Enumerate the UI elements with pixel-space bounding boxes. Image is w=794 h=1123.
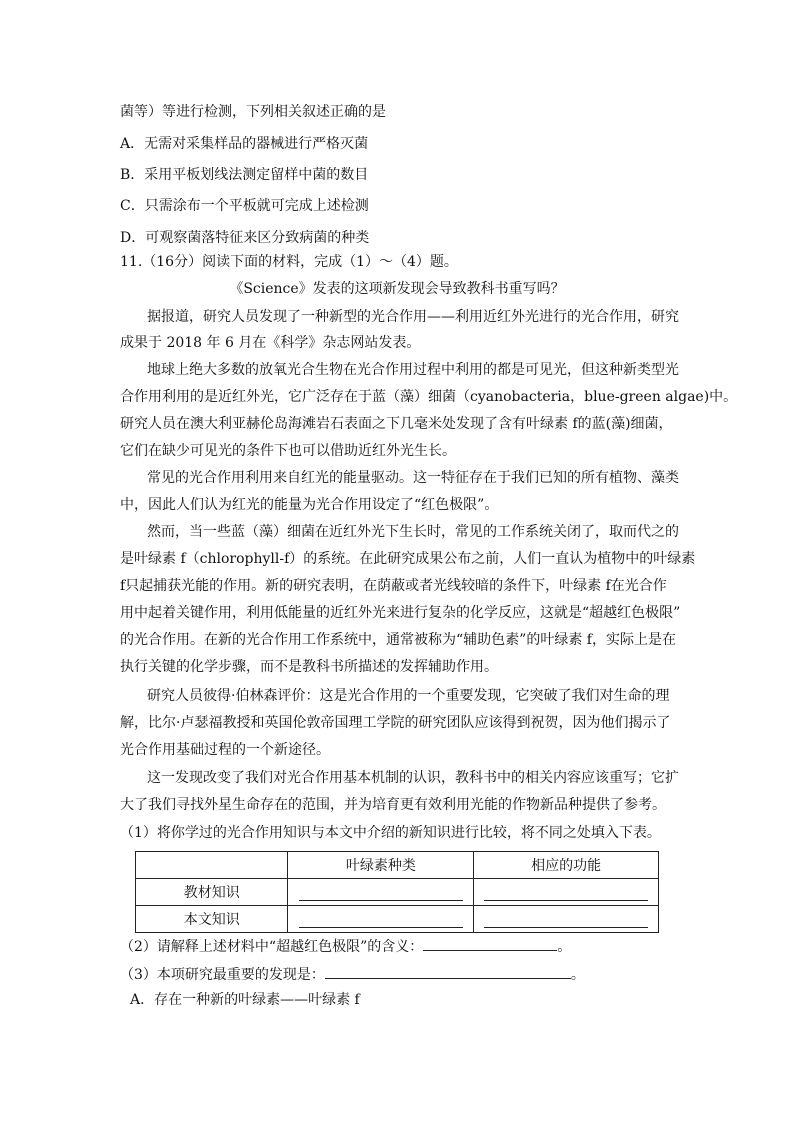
sub-question-2-end: 。: [557, 939, 572, 955]
sub-question-3-end: 。: [570, 967, 585, 983]
article-line: 是叶绿素 f（chlorophyll-f）的系统。在此研究成果公布之前，人们一直认为植物中的叶绿素: [120, 551, 696, 567]
sub-question-2: [120, 935, 571, 957]
article-line: 研究人员彼得·伯林森评价：这是光合作用的一个重要发现，它突破了我们对生命的理: [147, 688, 670, 704]
answer-blank[interactable]: [484, 911, 648, 928]
article-line: 常见的光合作用利用来自红光的能量驱动。这一特征存在于我们已知的所有植物、藻类: [147, 470, 679, 486]
article-line: 合作用利用的是近红外光，它广泛存在于蓝（藻）细菌（cyanobacteria，blue-green algae)中。: [120, 389, 738, 405]
answer-blank[interactable]: [325, 963, 571, 979]
article-line: 它们在缺少可见光的条件下也可以借助近红外光生长。: [120, 443, 456, 459]
q10-stem-tail: 菌等）等进行检测，下列相关叙述正确的是: [120, 104, 386, 120]
article-line: 的光合作用。在新的光合作用工作系统中，通常被称为“辅助色素”的叶绿素 f，实际上是在: [120, 632, 676, 648]
table-row: [136, 879, 659, 906]
answer-blank[interactable]: [484, 884, 648, 901]
sub-question-3: [120, 963, 585, 985]
row-label: 教材知识: [136, 879, 288, 906]
article-line: f只起捕获光能的作用。新的研究表明，在荫蔽或者光线较暗的条件下，叶绿素 f在光合作: [120, 578, 667, 594]
article-line: 然而，当一些蓝（藻）细菌在近红外光下生长时，常见的工作系统关闭了，取而代之的: [147, 524, 679, 540]
table-header-cell: [136, 852, 288, 879]
article-line: 研究人员在澳大利亚赫伦岛海滩岩石表面之下几毫米处发现了含有叶绿素 f的蓝(藻)细菌，: [120, 416, 673, 432]
table-header-row: [136, 852, 659, 879]
q10-option-d: D．可观察菌落特征来区分致病菌的种类: [120, 230, 370, 246]
answer-blank[interactable]: [299, 884, 463, 901]
sub-question-2-prompt: （2）请解释上述材料中“超越红色极限”的含义：: [120, 939, 424, 955]
article-line: 地球上绝大多数的放氧光合生物在光合作用过程中利用的都是可见光，但这种新类型光: [147, 362, 679, 378]
table-header-cell: 相应的功能: [474, 852, 659, 879]
answer-blank[interactable]: [423, 935, 557, 951]
q10-option-a: A．无需对采集样品的器械进行严格灭菌: [120, 136, 369, 152]
answer-cell[interactable]: [288, 906, 474, 933]
sub-question-1: （1）将你学过的光合作用知识与本文中介绍的新知识进行比较，将不同之处填入下表。: [120, 825, 661, 841]
article-line: 用中起着关键作用，利用低能量的近红外光来进行复杂的化学反应，这就是“超越红色极限”: [120, 605, 681, 621]
article-line: 这一发现改变了我们对光合作用基本机制的认识，教科书中的相关内容应该重写；它扩: [147, 770, 679, 786]
answer-blank[interactable]: [299, 911, 463, 928]
article-line: 据报道，研究人员发现了一种新型的光合作用——利用近红外光进行的光合作用，研究: [147, 309, 679, 325]
row-label: 本文知识: [136, 906, 288, 933]
table-row: [136, 906, 659, 933]
table-header-cell: 叶绿素种类: [288, 852, 474, 879]
article-line: 成果于 2018 年 6 月在《科学》杂志网站发表。: [120, 335, 421, 351]
q11-stem: 11.（16分）阅读下面的材料，完成（1）～（4）题。: [120, 254, 458, 270]
q10-option-b: B．采用平板划线法测定留样中菌的数目: [120, 167, 369, 183]
answer-cell[interactable]: [474, 906, 659, 933]
comparison-table: [135, 851, 659, 933]
article-title: 《Science》发表的这项新发现会导致教科书重写吗？: [229, 281, 565, 297]
article-line: 解，比尔·卢瑟福教授和英国伦敦帝国理工学院的研究团队应该得到祝贺，因为他们揭示了: [120, 715, 671, 731]
article-line: 光合作用基础过程的一个新途径。: [120, 742, 330, 758]
answer-cell[interactable]: [288, 879, 474, 906]
sub-question-3-option-a: A．存在一种新的叶绿素——叶绿素 f: [130, 992, 360, 1008]
article-line: 大了我们寻找外星生命存在的范围，并为培育更有效利用光能的作物新品种提供了参考。: [120, 797, 666, 813]
sub-question-3-prompt: （3）本项研究最重要的发现是：: [120, 967, 325, 983]
answer-cell[interactable]: [474, 879, 659, 906]
q10-option-c: C．只需涂布一个平板就可完成上述检测: [120, 198, 369, 214]
article-line: 中，因此人们认为红光的能量为光合作用设定了“红色极限”。: [120, 497, 499, 513]
article-line: 执行关键的化学步骤，而不是教科书所描述的发挥辅助作用。: [120, 659, 498, 675]
